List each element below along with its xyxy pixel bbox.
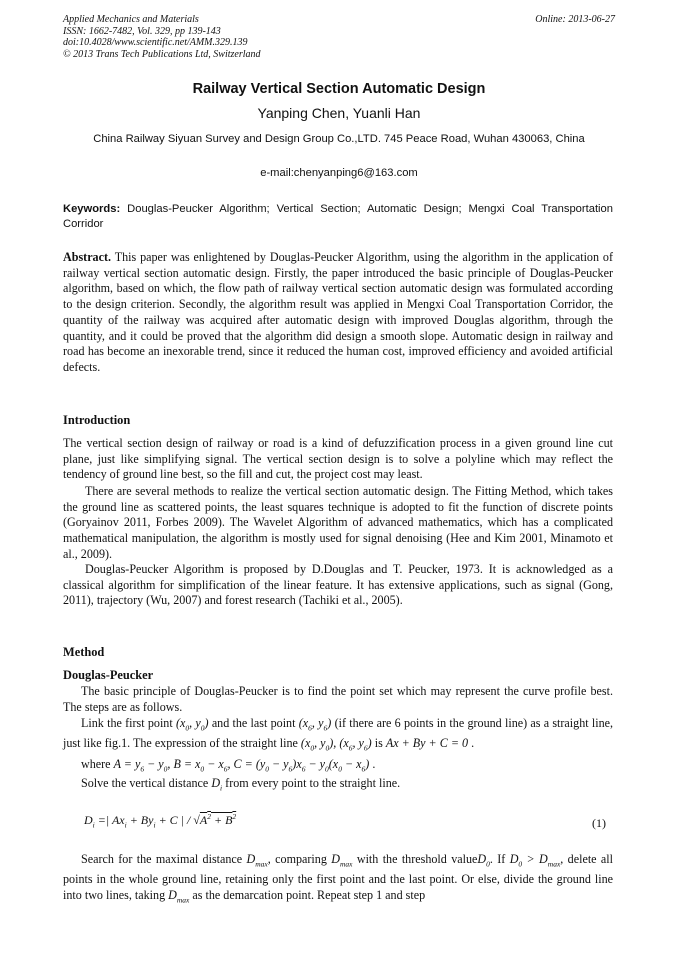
introduction-heading: Introduction	[63, 413, 131, 427]
journal-header	[63, 14, 615, 60]
method-search-paragraph: Search for the maximal distance $D_{max}$, comparing $D_{max}$ with the threshold valueD$_0$. If $D_0 > D_{max}$, delete all points in the whole ground line, retaining only the first point and the last point. Or else, divide the ground line into two lines, taking $D_{max}$ as the demarcation point. Repeat step 1 and step	[63, 852, 614, 905]
equation-1: $D_i$ =| $Ax_i + By_i + C$ | / $√A^2 + B^2$	[84, 812, 237, 830]
affiliation: China Railway Siyuan Survey and Design Group Co.,LTD. 745 Peace Road, Wuhan 430063, China	[93, 133, 585, 145]
email: e-mail:chenyanping6@163.com	[260, 167, 418, 179]
copyright-line: © 2013 Trans Tech Publications Ltd, Switzerland	[63, 48, 261, 60]
keywords-text: Douglas-Peucker Algorithm; Vertical Section; Automatic Design; Mengxi Coal Transportation Corridor	[63, 203, 613, 230]
method-where-line: where $A = y_6 - y_0$, $B = x_0 - x_6$, $C = (y_0 - y_6)x_6 - y_0(x_0 - x_6)$ .	[81, 757, 376, 774]
online-date: Online: 2013-06-27	[535, 14, 615, 25]
abstract-text: This paper was enlightened by Douglas-Peucker Algorithm, using the algorithm in the application of railway vertical section automatic design. Firstly, the paper introduced the basic principle of Douglas-Peucker algorithm, based on which, the flow path of railway vertical section automatic design was formulated according to the design criterion. Secondly, the algorithm result was applied in Mengxi Coal Transportation Corridor, the quantity of the railway was acquired after automatic design with improved Douglas algorithm, through the quantity, and it could be proved that the algorithm did design a smooth slope. Automatic design in railway and road has become an inexorable trend, since it reduced the human cost, improved efficiency and avoided artificial defects.	[63, 250, 613, 374]
keywords-label: Keywords:	[63, 203, 121, 215]
authors: Yanping Chen, Yuanli Han	[257, 105, 421, 121]
doi-line: doi:10.4028/www.scientific.net/AMM.329.139	[63, 37, 248, 48]
abstract	[63, 250, 613, 376]
abstract-label: Abstract.	[63, 250, 112, 264]
journal-name: Applied Mechanics and Materials	[63, 14, 199, 25]
equation-number: (1)	[592, 816, 606, 830]
intro-paragraph-1: The vertical section design of railway or road is a kind of defuzzification process in a given ground line cut plane, just like simplifying signal. The vertical section design is to solve a polyline which may reflect the tendency of ground line best, so the fill and cut, the project cost may least.	[63, 436, 613, 482]
intro-paragraph-2: There are several methods to realize the vertical section automatic design. The Fitting Method, which takes the ground line as scattered points, the least squares technique is adopted to fit the function of discrete points (Goryainov 2011, Forbes 2009). The Wavelet Algorithm of advanced mathematics, which has a complicated mathematical manipulation, the algorithm is mostly used for signal denoising (Hee and Kim 2001, Minamoto et al., 2009).	[63, 484, 613, 561]
method-paragraph-1: The basic principle of Douglas-Peucker is to find the point set which may represent the curve profile best. The steps are as follows.	[63, 684, 613, 714]
method-step-link: Link the first point ($x_0$, $y_0$) and the last point ($x_6$, $y_6$) (if there are 6 points in the ground line) as a straight line, just like fig.1. The expression of the straight line ($x_0$, $y_0$), ($x_6$, $y_6$) is Ax + By + C = 0 .	[63, 716, 614, 753]
keywords	[63, 202, 613, 231]
method-heading: Method	[63, 645, 105, 659]
issn-line: ISSN: 1662-7482, Vol. 329, pp 139-143	[63, 25, 221, 37]
intro-paragraph-3: Douglas-Peucker Algorithm is proposed by D.Douglas and T. Peucker, 1973. It is acknowledged as a classical algorithm for simplification of the linear feature. It has extensive applications, such as signal (Gong, 2011), trajectory (Wu, 2007) and forest research (Tachiki et al., 2005).	[63, 562, 613, 608]
method-solve-line: Solve the vertical distance $D_i$ from every point to the straight line.	[81, 776, 401, 793]
douglas-peucker-subheading: Douglas-Peucker	[63, 668, 154, 682]
paper-title: Railway Vertical Section Automatic Design	[192, 81, 486, 97]
